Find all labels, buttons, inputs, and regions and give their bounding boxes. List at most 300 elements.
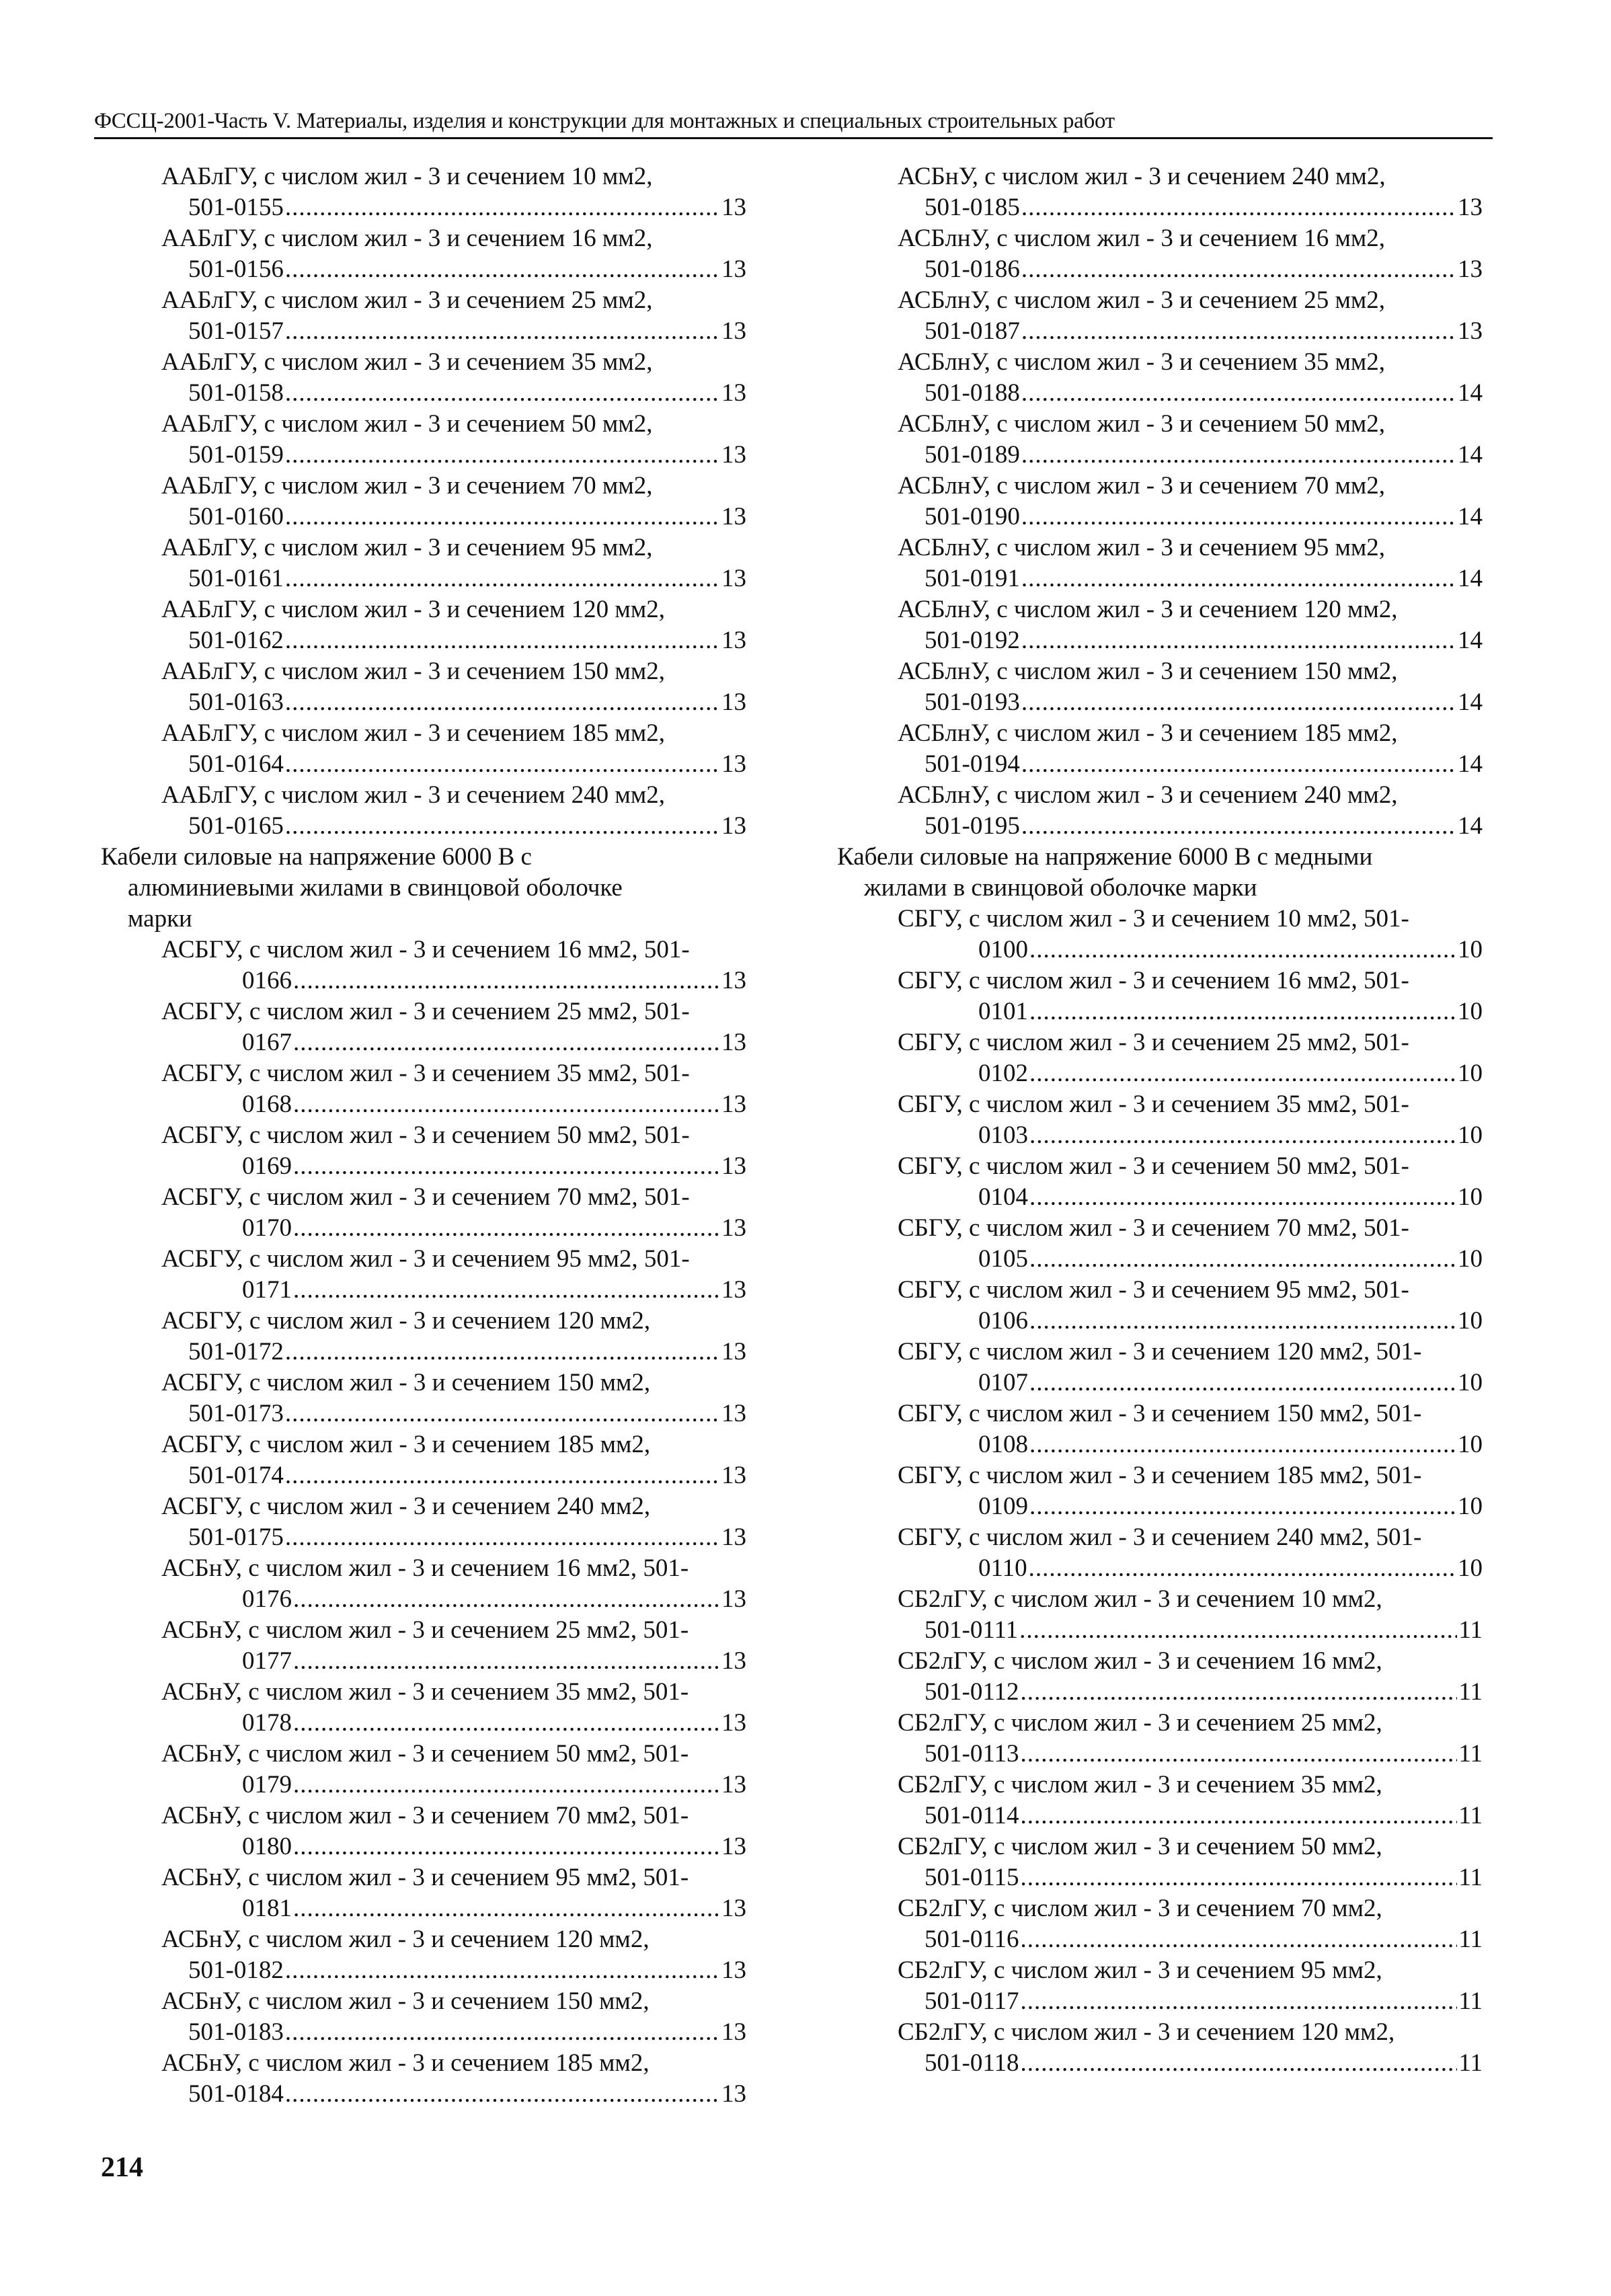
entry-title: АСБлнУ, с числом жил - 3 и сечением 35 мм2, [898,348,1386,376]
entry-code: 501-0160 [188,503,284,530]
entry-code: 501-0164 [188,750,284,778]
entry-title: АСБнУ, с числом жил - 3 и сечением 150 мм2, [161,1987,650,2015]
dot-leader [293,965,720,996]
section-heading-line: Кабели силовые на напряжение 6000 В с [101,843,532,871]
entry-title: ААБлГУ, с числом жил - 3 и сечением 185 мм2, [161,719,666,747]
entry-title: АСБлнУ, с числом жил - 3 и сечением 25 мм2, [898,286,1386,314]
entry-page-ref: 10 [1458,1554,1483,1582]
entry-code: 501-0158 [188,379,284,407]
dot-leader [1029,996,1456,1027]
index-entry [101,1244,746,1306]
entry-title: ААБлГУ, с числом жил - 3 и сечением 150 мм2, [161,658,666,685]
entry-leader-line [837,1800,1483,1831]
entry-leader-line [837,1924,1483,1955]
dot-leader [1021,502,1456,532]
index-entry [837,1460,1483,1522]
dot-leader [285,1398,720,1429]
index-entry [101,656,746,718]
entry-code: 0178 [242,1709,292,1737]
entry-code: 501-0112 [925,1678,1019,1706]
dot-leader [293,1831,720,1862]
entry-code: 0181 [242,1895,292,1922]
dot-leader [285,811,720,842]
entry-page-ref: 10 [1458,936,1483,963]
entry-leader-line [837,625,1483,656]
entry-title: АСБГУ, с числом жил - 3 и сечением 240 мм2, [161,1493,651,1520]
entry-code: 501-0182 [188,1956,284,1984]
entry-code: 501-0185 [925,194,1020,221]
entry-code: 0102 [978,1060,1028,1087]
index-entry [837,656,1483,718]
entry-leader-line [101,749,746,780]
index-entry [837,2017,1483,2079]
entry-page-ref: 13 [721,2080,746,2108]
index-entry [837,471,1483,532]
entry-code: 501-0189 [925,441,1020,469]
index-entry [837,1027,1483,1089]
entry-page-ref: 13 [721,379,746,407]
index-entry [101,1182,746,1244]
entry-code: 501-0173 [188,1400,284,1427]
entry-code: 501-0174 [188,1462,284,1489]
entry-leader-line [101,1708,746,1739]
dot-leader [293,1213,720,1244]
entry-page-ref: 13 [721,1647,746,1675]
entry-code: 0171 [242,1276,292,1304]
entry-title: АСБлнУ, с числом жил - 3 и сечением 70 мм2, [898,472,1386,500]
entry-page-ref: 14 [1458,441,1483,469]
entry-title: АСБлнУ, с числом жил - 3 и сечением 240 мм2, [898,781,1398,809]
dot-leader [293,1893,720,1924]
entry-page-ref: 10 [1458,1369,1483,1396]
entry-leader-line [837,1986,1483,2017]
entry-leader-line [101,1460,746,1491]
index-entry [101,471,746,532]
index-entry [837,594,1483,656]
index-entry [837,1089,1483,1151]
entry-page-ref: 11 [1458,1802,1483,1829]
entry-page-ref: 14 [1458,379,1483,407]
entry-page-ref: 14 [1458,688,1483,716]
entry-code: 0168 [242,1091,292,1118]
entry-title: АСБнУ, с числом жил - 3 и сечением 25 мм2, 501- [161,1616,689,1644]
index-entry [101,780,746,842]
index-entry [837,161,1483,223]
dot-leader [285,378,720,409]
entry-page-ref: 14 [1458,503,1483,530]
entry-title: СБ2лГУ, с числом жил - 3 и сечением 10 мм2, [898,1585,1382,1613]
dot-leader [1020,1862,1457,1893]
dot-leader [1029,1244,1456,1275]
dot-leader [285,625,720,656]
entry-leader-line [101,811,746,842]
dot-leader [293,1770,720,1800]
dot-leader [1021,749,1456,780]
entry-code: 0177 [242,1647,292,1675]
entry-page-ref: 13 [721,503,746,530]
entry-leader-line [837,935,1483,965]
entry-leader-line [837,1429,1483,1460]
entry-code: 501-0113 [925,1740,1019,1768]
dot-leader [285,316,720,347]
entry-page-ref: 13 [721,1338,746,1365]
entry-title: СБГУ, с числом жил - 3 и сечением 185 мм2, 501- [898,1462,1422,1489]
entry-code: 501-0186 [925,255,1020,283]
entry-title: СБ2лГУ, с числом жил - 3 и сечением 25 мм2, [898,1709,1382,1737]
entry-page-ref: 11 [1458,1987,1483,2015]
entry-title: АСБлнУ, с числом жил - 3 и сечением 120 мм2, [898,596,1398,623]
dot-leader [1020,1739,1457,1770]
entry-leader-line [837,378,1483,409]
dot-leader [285,502,720,532]
entry-title: АСБлнУ, с числом жил - 3 и сечением 16 мм2, [898,225,1386,252]
dot-leader [1029,1182,1456,1213]
dot-leader [285,254,720,285]
entry-leader-line [101,1893,746,1924]
entry-code: 501-0117 [925,1987,1019,2015]
entry-leader-line [101,378,746,409]
entry-page-ref: 13 [721,688,746,716]
dot-leader [1020,1986,1457,2017]
entry-leader-line [101,254,746,285]
dot-leader [1029,1429,1456,1460]
entry-title: АСБГУ, с числом жил - 3 и сечением 35 мм2, 501- [161,1060,690,1087]
entry-title: СБГУ, с числом жил - 3 и сечением 16 мм2, 501- [898,967,1409,994]
dot-leader [1021,192,1456,223]
entry-leader-line [101,316,746,347]
dot-leader [1029,1368,1456,1398]
index-entry [101,1120,746,1182]
dot-leader [285,1522,720,1553]
entry-code: 501-0175 [188,1523,284,1551]
entry-leader-line [837,192,1483,223]
page-number: 214 [101,2152,143,2183]
index-entry [837,409,1483,471]
entry-title: ААБлГУ, с числом жил - 3 и сечением 35 мм2, [161,348,653,376]
entry-title: ААБлГУ, с числом жил - 3 и сечением 240 мм2, [161,781,666,809]
entry-page-ref: 13 [721,1523,746,1551]
entry-leader-line [837,1862,1483,1893]
entry-title: АСБнУ, с числом жил - 3 и сечением 240 мм2, [898,163,1386,190]
dot-leader [1020,1677,1457,1708]
entry-page-ref: 13 [721,1771,746,1798]
dot-leader [293,1275,720,1306]
entry-page-ref: 14 [1458,627,1483,654]
entry-page-ref: 11 [1458,1740,1483,1768]
entry-leader-line [101,1027,746,1058]
dot-leader [1020,2048,1457,2079]
entry-page-ref: 13 [721,565,746,592]
entry-leader-line [101,2017,746,2048]
index-entry [837,965,1483,1027]
entry-title: АСБГУ, с числом жил - 3 и сечением 16 мм2, 501- [161,936,690,963]
entry-leader-line [101,1646,746,1677]
index-entry [837,1337,1483,1398]
entry-leader-line [101,1337,746,1368]
dot-leader [1021,687,1456,718]
entry-code: 0179 [242,1771,292,1798]
entry-code: 0103 [978,1121,1028,1149]
index-entry [837,532,1483,594]
index-column-left [101,161,746,2110]
entry-page-ref: 13 [721,1895,746,1922]
index-entry [101,1739,746,1800]
entry-code: 501-0183 [188,2018,284,2046]
entry-code: 0106 [978,1307,1028,1335]
dot-leader [285,749,720,780]
dot-leader [285,563,720,594]
dot-leader [1029,1491,1456,1522]
entry-code: 501-0111 [925,1616,1019,1644]
entry-page-ref: 11 [1458,1616,1483,1644]
entry-title: ААБлГУ, с числом жил - 3 и сечением 95 мм2, [161,534,653,561]
entry-page-ref: 10 [1458,998,1483,1025]
entry-title: ААБлГУ, с числом жил - 3 и сечением 120 мм2, [161,596,666,623]
entry-leader-line [101,625,746,656]
entry-code: 501-0184 [188,2080,284,2108]
dot-leader [1021,625,1456,656]
index-entry [101,223,746,285]
entry-title: СБ2лГУ, с числом жил - 3 и сечением 35 мм2, [898,1771,1382,1798]
index-entry [101,1924,746,1986]
entry-code: 501-0114 [925,1802,1019,1829]
entry-title: АСБГУ, с числом жил - 3 и сечением 120 мм2, [161,1307,651,1335]
entry-page-ref: 13 [721,967,746,994]
entry-code: 501-0161 [188,565,284,592]
index-entry [101,532,746,594]
entry-page-ref: 14 [1458,812,1483,840]
entry-page-ref: 10 [1458,1431,1483,1458]
entry-page-ref: 13 [721,1091,746,1118]
entry-title: СБ2лГУ, с числом жил - 3 и сечением 120 мм2, [898,2018,1395,2046]
entry-title: СБ2лГУ, с числом жил - 3 и сечением 70 мм2, [898,1895,1382,1922]
entry-code: 501-0159 [188,441,284,469]
entry-code: 501-0156 [188,255,284,283]
entry-title: СБГУ, с числом жил - 3 и сечением 95 мм2, 501- [898,1276,1409,1304]
section-heading [101,842,746,935]
dot-leader [1021,811,1456,842]
index-entry [837,1522,1483,1584]
entry-page-ref: 13 [721,812,746,840]
index-entry [101,1491,746,1553]
entry-page-ref: 14 [1458,750,1483,778]
entry-leader-line [101,1584,746,1615]
index-entry [837,1213,1483,1275]
index-entry [101,2048,746,2110]
entry-code: 0108 [978,1431,1028,1458]
entry-title: СБ2лГУ, с числом жил - 3 и сечением 16 мм2, [898,1647,1382,1675]
index-entry [837,1770,1483,1831]
index-entry [837,780,1483,842]
entry-page-ref: 13 [721,441,746,469]
dot-leader [293,1708,720,1739]
entry-page-ref: 13 [721,2018,746,2046]
entry-title: АСБнУ, с числом жил - 3 и сечением 16 мм2, 501- [161,1554,689,1582]
entry-page-ref: 14 [1458,565,1483,592]
entry-leader-line [837,811,1483,842]
entry-code: 501-0116 [925,1926,1019,1953]
entry-page-ref: 13 [721,627,746,654]
dot-leader [1021,316,1456,347]
entry-title: СБГУ, с числом жил - 3 и сечением 25 мм2, 501- [898,1029,1409,1056]
index-entry [101,1553,746,1615]
entry-page-ref: 10 [1458,1060,1483,1087]
entry-title: СБГУ, с числом жил - 3 и сечением 10 мм2, 501- [898,905,1409,933]
entry-leader-line [101,1089,746,1120]
dot-leader [293,1027,720,1058]
index-entry [837,904,1483,965]
entry-title: СБГУ, с числом жил - 3 и сечением 70 мм2, 501- [898,1214,1409,1242]
entry-leader-line [837,687,1483,718]
entry-page-ref: 13 [721,1029,746,1056]
dot-leader [293,1089,720,1120]
index-entry [101,1862,746,1924]
entry-title: АСБлнУ, с числом жил - 3 и сечением 150 мм2, [898,658,1398,685]
entry-leader-line [101,1831,746,1862]
entry-code: 501-0188 [925,379,1020,407]
dot-leader [285,192,720,223]
index-entry [837,1708,1483,1770]
entry-code: 0169 [242,1152,292,1180]
entry-page-ref: 13 [1458,255,1483,283]
entry-page-ref: 13 [721,1833,746,1860]
entry-code: 0176 [242,1585,292,1613]
entry-leader-line [101,502,746,532]
entry-code: 0180 [242,1833,292,1860]
dot-leader [285,1460,720,1491]
entry-title: АСБлнУ, с числом жил - 3 и сечением 50 мм2, [898,410,1386,438]
entry-page-ref: 13 [721,1152,746,1180]
entry-leader-line [837,502,1483,532]
entry-title: АСБнУ, с числом жил - 3 и сечением 95 мм2, 501- [161,1864,689,1891]
entry-page-ref: 13 [721,194,746,221]
entry-leader-line [837,1182,1483,1213]
entry-title: АСБнУ, с числом жил - 3 и сечением 120 мм2, [161,1926,650,1953]
entry-leader-line [101,1770,746,1800]
entry-code: 501-0157 [188,317,284,345]
entry-code: 0166 [242,967,292,994]
running-header: ФССЦ-2001-Часть V. Материалы, изделия и конструкции для монтажных и специальных строительных работ [94,109,1115,133]
entry-page-ref: 11 [1458,2049,1483,2077]
index-entry [101,409,746,471]
entry-code: 0107 [978,1369,1028,1396]
index-entry [837,1955,1483,2017]
index-entry [101,935,746,996]
index-entry [101,1986,746,2048]
entry-page-ref: 11 [1458,1864,1483,1891]
index-entry [101,1800,746,1862]
index-entry [837,1584,1483,1646]
entry-leader-line [837,440,1483,471]
entry-leader-line [837,254,1483,285]
entry-title: ААБлГУ, с числом жил - 3 и сечением 16 мм2, [161,225,653,252]
entry-leader-line [101,2079,746,2110]
entry-page-ref: 13 [721,1462,746,1489]
entry-code: 0110 [978,1554,1027,1582]
entry-title: СБГУ, с числом жил - 3 и сечением 150 мм2, 501- [898,1400,1422,1427]
index-entry [837,1398,1483,1460]
entry-page-ref: 13 [721,255,746,283]
entry-leader-line [101,440,746,471]
entry-title: ААБлГУ, с числом жил - 3 и сечением 25 мм2, [161,286,653,314]
index-entry [837,223,1483,285]
entry-title: СБГУ, с числом жил - 3 и сечением 35 мм2, 501- [898,1091,1409,1118]
entry-title: АСБГУ, с числом жил - 3 и сечением 150 мм2, [161,1369,651,1396]
dot-leader [1029,1553,1456,1584]
entry-page-ref: 13 [1458,194,1483,221]
entry-code: 501-0191 [925,565,1020,592]
entry-page-ref: 10 [1458,1307,1483,1335]
entry-leader-line [101,1275,746,1306]
entry-code: 501-0193 [925,688,1020,716]
entry-title: АСБнУ, с числом жил - 3 и сечением 35 мм2, 501- [161,1678,689,1706]
entry-code: 501-0190 [925,503,1020,530]
dot-leader [1021,440,1456,471]
index-entry [101,1615,746,1677]
entry-leader-line [837,1677,1483,1708]
index-entry [101,161,746,223]
entry-leader-line [101,1213,746,1244]
entry-page-ref: 13 [721,1276,746,1304]
header-rule [94,137,1493,139]
entry-title: СБГУ, с числом жил - 3 и сечением 240 мм2, 501- [898,1523,1422,1551]
entry-leader-line [837,1058,1483,1089]
entry-title: АСБлнУ, с числом жил - 3 и сечением 95 мм2, [898,534,1386,561]
entry-code: 0101 [978,998,1028,1025]
entry-code: 0104 [978,1183,1028,1211]
index-entry [837,347,1483,409]
entry-leader-line [837,1491,1483,1522]
entry-title: СБ2лГУ, с числом жил - 3 и сечением 95 мм2, [898,1956,1382,1984]
dot-leader [1021,378,1456,409]
entry-code: 0167 [242,1029,292,1056]
index-entry [101,1368,746,1429]
dot-leader [1021,254,1456,285]
entry-leader-line [837,316,1483,347]
dot-leader [293,1646,720,1677]
entry-leader-line [101,1151,746,1182]
entry-title: АСБГУ, с числом жил - 3 и сечением 95 мм2, 501- [161,1245,690,1273]
entry-leader-line [837,1306,1483,1337]
dot-leader [285,440,720,471]
section-heading-line: марки [128,905,192,933]
index-entry [101,996,746,1058]
index-entry [837,1893,1483,1955]
index-entry [101,347,746,409]
entry-leader-line [101,1955,746,1986]
index-entry [101,718,746,780]
entry-page-ref: 13 [721,1400,746,1427]
entry-leader-line [101,1398,746,1429]
section-heading-line: алюминиевыми жилами в свинцовой оболочке [128,874,623,902]
index-entry [101,1306,746,1368]
entry-page-ref: 13 [1458,317,1483,345]
dot-leader [1020,1924,1457,1955]
entry-leader-line [837,996,1483,1027]
entry-code: 501-0165 [188,812,284,840]
entry-code: 501-0187 [925,317,1020,345]
dot-leader [285,1337,720,1368]
dot-leader [285,687,720,718]
entry-leader-line [837,1120,1483,1151]
entry-page-ref: 11 [1458,1926,1483,1953]
entry-leader-line [101,965,746,996]
dot-leader [1019,1615,1457,1646]
dot-leader [293,1584,720,1615]
entry-page-ref: 10 [1458,1121,1483,1149]
section-heading-line: Кабели силовые на напряжение 6000 В с медными [837,843,1373,871]
entry-code: 0109 [978,1493,1028,1520]
